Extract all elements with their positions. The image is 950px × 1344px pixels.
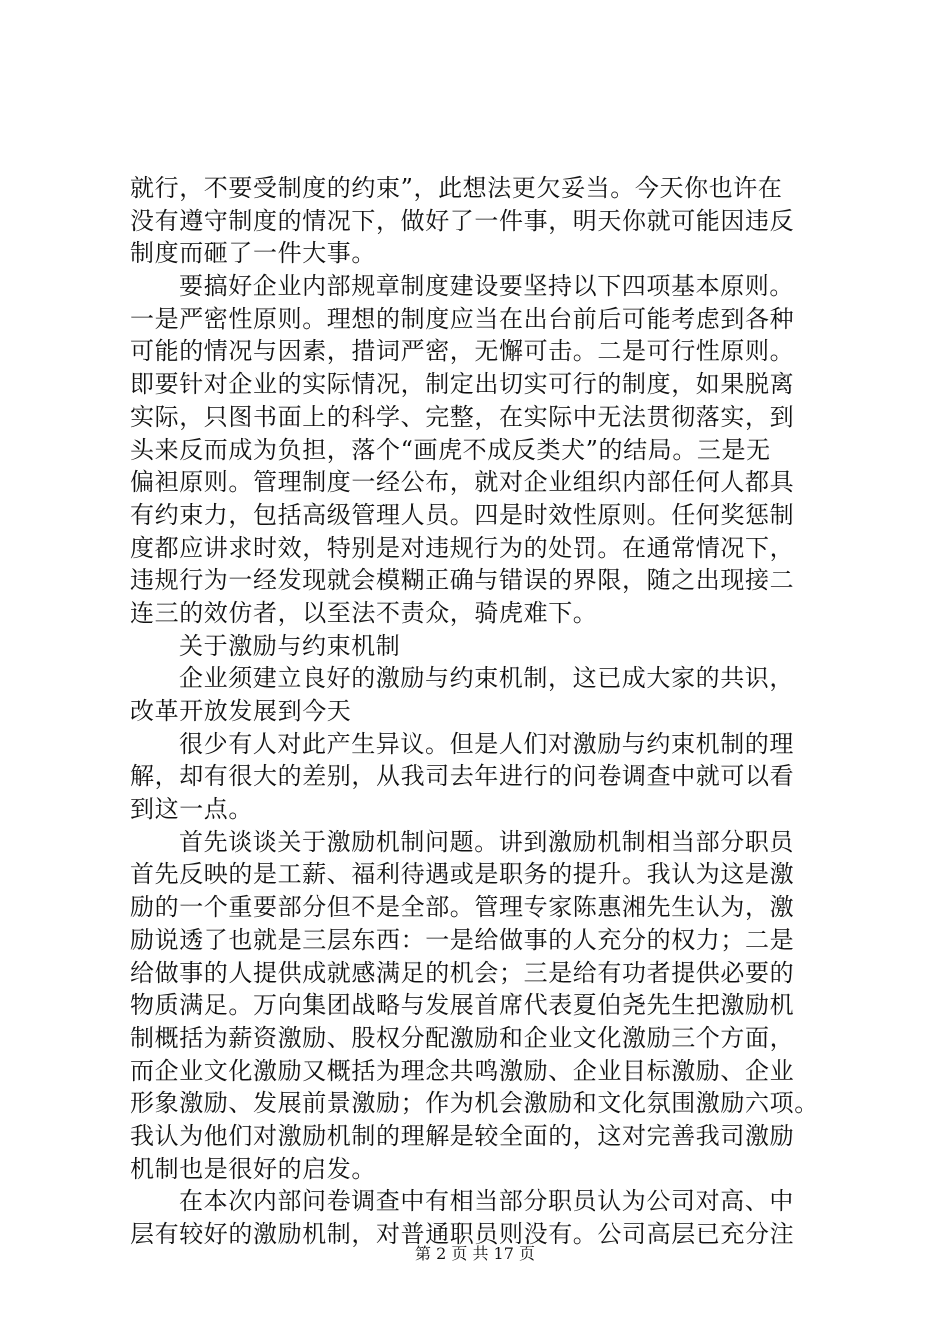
document-body <box>130 172 850 1251</box>
text-line: 解，却有很大的差别，从我司去年进行的问卷调查中就可以看 <box>130 762 795 791</box>
text-line: 制概括为薪资激励、股权分配激励和企业文化激励三个方面， <box>130 1023 795 1052</box>
text-line: 制度而砸了一件大事。 <box>130 239 376 268</box>
text-line: 而企业文化激励又概括为理念共鸣激励、企业目标激励、企业 <box>130 1056 795 1085</box>
text-line: 首先反映的是工薪、福利待遇或是职务的提升。我认为这是激 <box>130 860 795 889</box>
text-line: 励的一个重要部分但不是全部。管理专家陈惠湘先生认为，激 <box>130 893 795 922</box>
text-line: 头来反而成为负担，落个“画虎不成反类犬”的结局。三是无 <box>130 435 771 464</box>
page-footer <box>0 1243 950 1265</box>
text-line: 我认为他们对激励机制的理解是较全面的，这对完善我司激励 <box>130 1121 795 1150</box>
text-line: 到这一点。 <box>130 795 253 824</box>
text-line: 偏袒原则。管理制度一经公布，就对企业组织内部任何人都具 <box>130 468 795 497</box>
text-line: 很少有人对此产生异议。但是人们对激励与约束机制的理 <box>179 729 794 758</box>
text-line: 连三的效仿者，以至法不责众，骑虎难下。 <box>130 598 598 627</box>
text-line: 可能的情况与因素，措词严密，无懈可击。二是可行性原则。 <box>130 337 795 366</box>
text-line: 度都应讲求时效，特别是对违规行为的处罚。在通常情况下， <box>130 533 795 562</box>
text-line: 层有较好的激励机制，对普通职员则没有。公司高层已充分注 <box>130 1220 795 1248</box>
text-line: 企业须建立良好的激励与约束机制，这已成大家的共识， <box>179 664 794 693</box>
text-line: 机制也是很好的启发。 <box>130 1154 376 1183</box>
text-line: 改革开放发展到今天 <box>130 697 352 725</box>
text-line: 就行，不要受制度的约束”，此想法更欠妥当。今天你也许在 <box>130 174 783 202</box>
text-line: 首先谈谈关于激励机制问题。讲到激励机制相当部分职员 <box>179 827 794 856</box>
text-line: 关于激励与约束机制 <box>179 631 401 660</box>
text-line: 即要针对企业的实际情况，制定出切实可行的制度，如果脱离 <box>130 370 795 399</box>
text-line: 违规行为一经发现就会模糊正确与错误的界限，随之出现接二 <box>130 566 795 595</box>
page-number-label: 第 2 页 共 17 页 <box>415 1244 535 1263</box>
text-line: 形象激励、发展前景激励；作为机会激励和文化氛围激励六项。 <box>130 1089 819 1118</box>
text-line: 一是严密性原则。理想的制度应当在出台前后可能考虑到各种 <box>130 304 795 333</box>
text-line: 没有遵守制度的情况下，做好了一件事，明天你就可能因违反 <box>130 206 795 235</box>
text-line: 给做事的人提供成就感满足的机会；三是给有功者提供必要的 <box>130 958 795 987</box>
text-line: 物质满足。万向集团战略与发展首席代表夏伯尧先生把激励机 <box>130 991 795 1020</box>
text-line: 要搞好企业内部规章制度建设要坚持以下四项基本原则。 <box>179 272 794 301</box>
text-line: 励说透了也就是三层东西：一是给做事的人充分的权力；二是 <box>130 925 795 954</box>
text-line: 实际，只图书面上的科学、完整，在实际中无法贯彻落实，到 <box>130 402 795 431</box>
text-line: 有约束力，包括高级管理人员。四是时效性原则。任何奖惩制 <box>130 500 795 529</box>
text-line: 在本次内部问卷调查中有相当部分职员认为公司对高、中 <box>179 1187 794 1216</box>
